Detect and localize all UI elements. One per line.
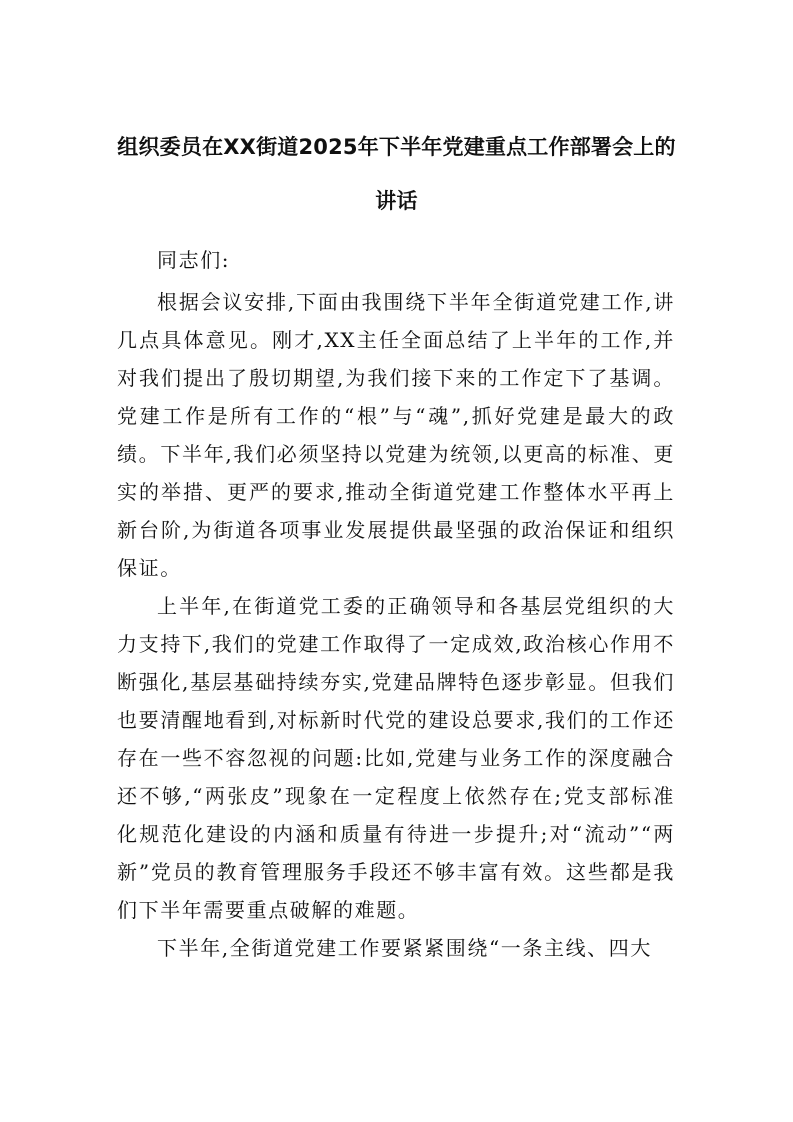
paragraph-2: 上半年,在街道党工委的正确领导和各基层党组织的大力支持下,我们的党建工作取得了一定成效,政治核心作用不断强化,基层基础持续夯实,党建品牌特色逐步彰显。但我们也要清醒地看到,对标新时代党的建设总要求,我们的工作还存在一些不容忽视的问题:比如,党建与业务工作的深度融合还不够,“两张皮”现象在一定程度上依然存在;党支部标准化规范化建设的内涵和质量有待进一步提升;对“流动”“两新”党员的教育管理服务手段还不够丰富有效。这些都是我们下半年需要重点破解的难题。: [117, 594, 675, 922]
document-body: [117, 241, 675, 967]
salutation: 同志们:: [157, 248, 231, 272]
paragraph-3: 下半年,全街道党建工作要紧紧围绕“一条主线、四大: [157, 936, 652, 960]
document-title-line-1: 组织委员在XX街道2025年下半年党建重点工作部署会上的: [117, 135, 676, 159]
document-title-line-2: 讲话: [375, 189, 418, 213]
paragraph-1: 根据会议安排,下面由我围绕下半年全街道党建工作,讲几点具体意见。刚才,XX主任全面总结了上半年的工作,并对我们提出了殷切期望,为我们接下来的工作定下了基调。党建工作是所有工作的“根”与“魂”,抓好党建是最大的政绩。下半年,我们必须坚持以党建为统领,以更高的标准、更实的举措、更严的要求,推动全街道党建工作整体水平再上新台阶,为街道各项事业发展提供最坚强的政治保证和组织保证。: [117, 290, 675, 580]
